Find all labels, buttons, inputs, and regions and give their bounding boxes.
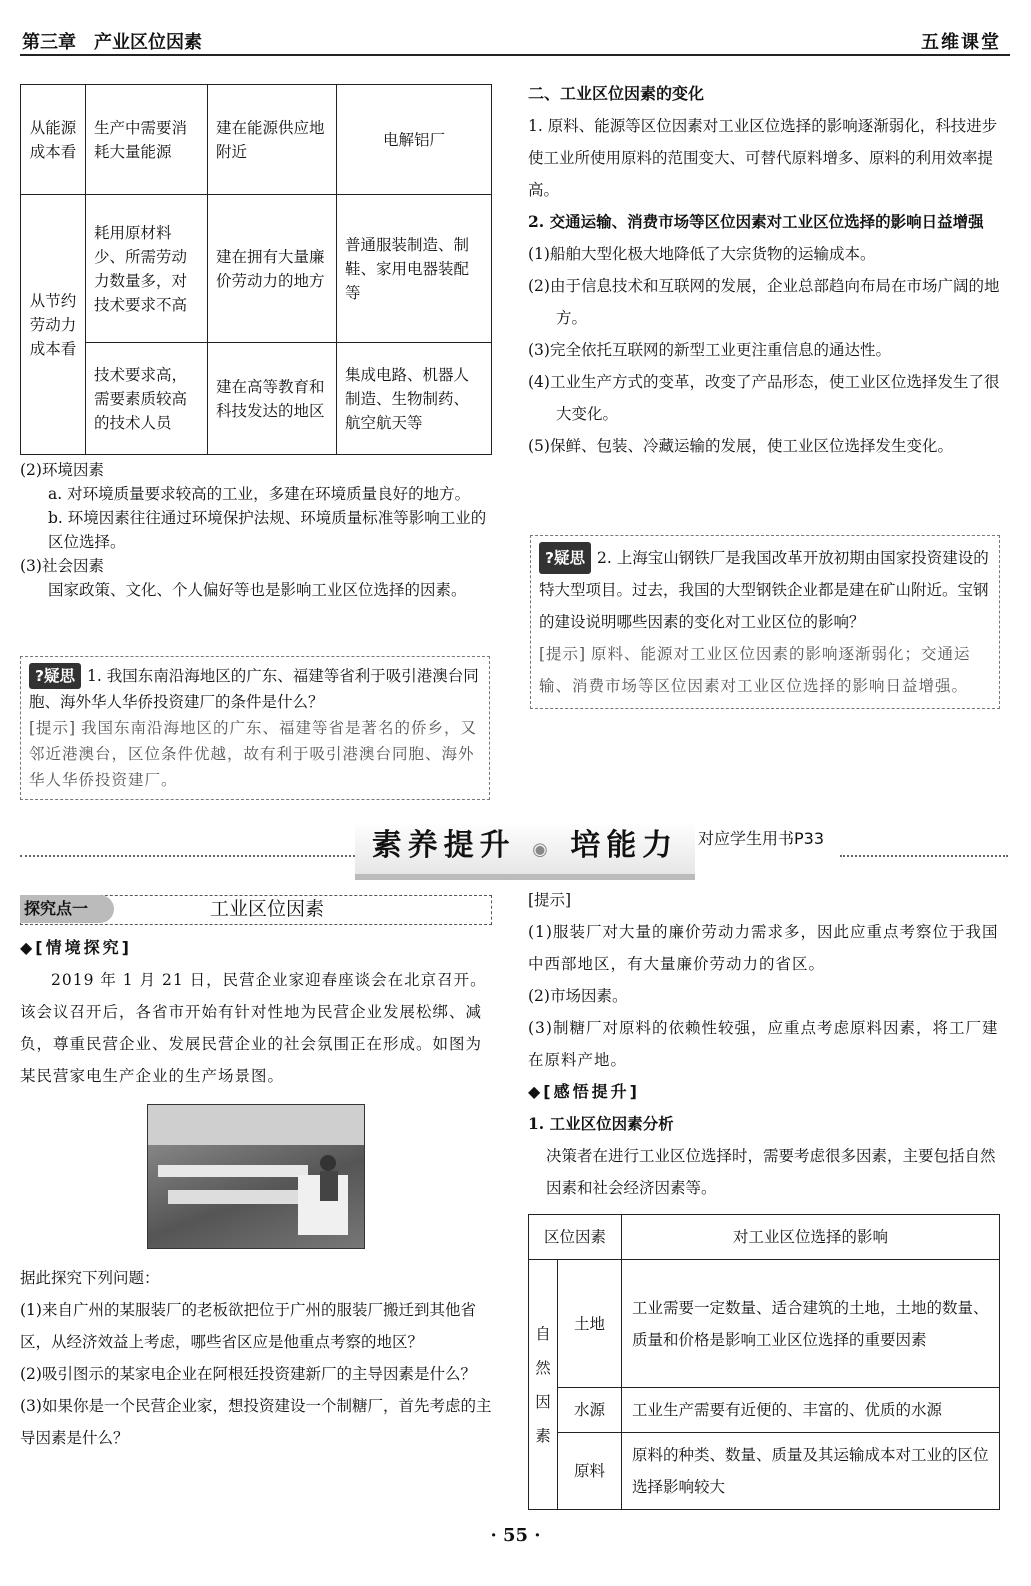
question-box-2 [530,535,1000,709]
paragraph: 1. 原料、能源等区位因素对工业区位选择的影响逐渐弱化，科技进步使工业所使用原料的范围变大、可替代原料增多、原料的利用效率提高。 [528,117,998,199]
banner-left-text: 素养提升 [371,828,516,863]
answer-label: [提示] [528,891,572,909]
factory-image-icon [148,1105,364,1248]
soc-title: (3)社会因素 [20,557,104,575]
question-box-1 [20,656,490,800]
explore-title: 工业区位因素 [210,898,325,920]
answer-item: (2)市场因素。 [528,987,628,1005]
list-item: (1)船舶大型化极大地降低了大宗货物的运输成本。 [528,245,876,263]
table-cell: 原料的种类、数量、质量及其运输成本对工业的区位选择影响较大 [622,1433,1000,1510]
table-row [529,1215,1000,1260]
table-cell: 建在高等教育和科技发达的地区 [208,343,337,455]
table-row [21,195,492,343]
table-cell: 从能源成本看 [21,85,86,195]
list-item: (5)保鲜、包装、冷藏运输的发展，使工业区位选择发生变化。 [528,437,953,455]
env-title: (2)环境因素 [20,461,104,479]
left-column [20,458,492,602]
soc-text: 国家政策、文化、个人偏好等也是影响工业区位选择的因素。 [48,581,467,599]
hint-label: [提示] [539,645,587,663]
table-row [21,343,492,455]
ask-text: 据此探究下列问题： [20,1269,160,1287]
hint-label: [提示] [29,719,77,737]
banner-divider-right [840,855,1008,857]
table-cell: 水源 [558,1388,622,1433]
insight-heading: ◆[感悟提升] [528,1082,640,1101]
chapter-title: 第三章 产业区位因素 [22,32,202,53]
header-divider [20,54,1010,56]
factory-photo [147,1104,365,1249]
answers-block [528,884,1002,1204]
section-title: 二、工业区位因素的变化 [528,84,705,103]
banner-reference: 对应学生用书P33 [698,829,825,848]
table-cell: 建在拥有大量廉价劳动力的地方 [208,195,337,343]
table-cell: 电解铝厂 [337,85,492,195]
table-cell: 工业需要一定数量、适合建筑的土地，土地的数量、质量和价格是影响工业区位选择的重要因素 [622,1260,1000,1388]
analysis-title: 1. 工业区位因素分析 [528,1114,674,1133]
list-item: (4)工业生产方式的变革，改变了产品形态，使工业区位选择发生了很大变化。 [528,373,1000,423]
table-header: 区位因素 [529,1215,622,1260]
brand-logo: 五维课堂 [921,32,1001,53]
explore-tag: 探究点一 [20,895,114,923]
analysis-table [528,1214,1000,1510]
table-cell: 建在能源供应地附近 [208,85,337,195]
env-a: a. 对环境质量要求较高的工业，多建在环境质量良好的地方。 [48,485,471,503]
table-header: 对工业区位选择的影响 [622,1215,1000,1260]
right-column [528,78,1002,462]
paragraph: 2. 交通运输、消费市场等区位因素对工业区位选择的影响日益增强 [528,212,984,231]
question-item: (1)来自广州的某服装厂的老板欲把位于广州的服装厂搬迁到其他省区，从经济效益上考虑，哪些省区应是他重点考察的地区？ [20,1301,476,1351]
table-cell: 普通服装制造、制鞋、家用电器装配等 [337,195,492,343]
question-text: 1. 我国东南沿海地区的广东、福建等省利于吸引港澳台同胞、海外华人华侨投资建厂的条件是什么？ [29,667,479,711]
question-item: (3)如果你是一个民营企业家，想投资建设一个制糖厂，首先考虑的主导因素是什么？ [20,1397,492,1447]
answer-item: (1)服装厂对大量的廉价劳动力需求多，因此应重点考察位于我国中西部地区，有大量廉价劳动力的省区。 [528,923,999,973]
table-cell: 从节约劳动力成本看 [21,195,86,455]
banner-divider-left [20,855,355,857]
list-item: (2)由于信息技术和互联网的发展，企业总部趋向布局在市场广阔的地方。 [528,277,1000,327]
analysis-text: 决策者在进行工业区位选择时，需要考虑很多因素，主要包括自然因素和社会经济因素等。 [546,1147,996,1197]
question-text: 2. 上海宝山钢铁厂是我国改革开放初期由国家投资建设的特大型项目。过去，我国的大型钢铁企业都是建在矿山附近。宝钢的建设说明哪些因素的变化对工业区位的影响？ [539,549,989,631]
table-cell: 工业生产需要有近便的、丰富的、优质的水源 [622,1388,1000,1433]
table-cell: 集成电路、机器人制造、生物制药、航空航天等 [337,343,492,455]
page-number: · 55 · [490,1525,541,1546]
answer-item: (3)制糖厂对原料的依赖性较强，应重点考虑原料因素，将工厂建在原料产地。 [528,1019,999,1069]
situation-heading: ◆[情境探究] [20,938,132,957]
section-banner [355,822,695,880]
table-row [529,1433,1000,1510]
banner-right-text: 培能力 [570,828,679,863]
situation-block [20,932,492,1092]
hint-text: 我国东南沿海地区的广东、福建等省是著名的侨乡，又邻近港澳台，区位条件优越，故有利于吸引港澳台同胞、海外华人华侨投资建厂。 [29,719,478,789]
hint-text: 原料、能源对工业区位因素的影响逐渐弱化；交通运输、消费市场等区位因素对工业区位选择的影响日益增强。 [539,645,971,695]
table-row [21,85,492,195]
list-item: (3)完全依托互联网的新型工业更注重信息的通达性。 [528,341,891,359]
table-cell: 耗用原材料少、所需劳动力数量多，对技术要求不高 [86,195,208,343]
table-cell: 技术要求高，需要素质较高的技术人员 [86,343,208,455]
questions-block [20,1262,492,1454]
table-cell: 生产中需要消耗大量能源 [86,85,208,195]
table-row [529,1388,1000,1433]
question-icon: ?疑思 [29,663,81,689]
table-cell: 自然因素 [529,1260,558,1510]
table-cell: 土地 [558,1260,622,1388]
dot-icon: ◉ [532,839,554,860]
table-row [529,1260,1000,1388]
question-icon: ?疑思 [539,542,591,574]
env-b: b. 环境因素往往通过环境保护法规、环境质量标准等影响工业的区位选择。 [48,509,487,551]
location-factor-table [20,84,492,455]
situation-text: 2019 年 1 月 21 日，民营企业家迎春座谈会在北京召开。该会议召开后，各省市开始有针对性地为民营企业发展松绑、减负，尊重民营企业、发展民营企业的社会氛围正在形成。如图为某民营家电生产企业的生产场景图。 [20,971,487,1085]
table-cell: 原料 [558,1433,622,1510]
question-item: (2)吸引图示的某家电企业在阿根廷投资建新厂的主导因素是什么？ [20,1365,476,1383]
